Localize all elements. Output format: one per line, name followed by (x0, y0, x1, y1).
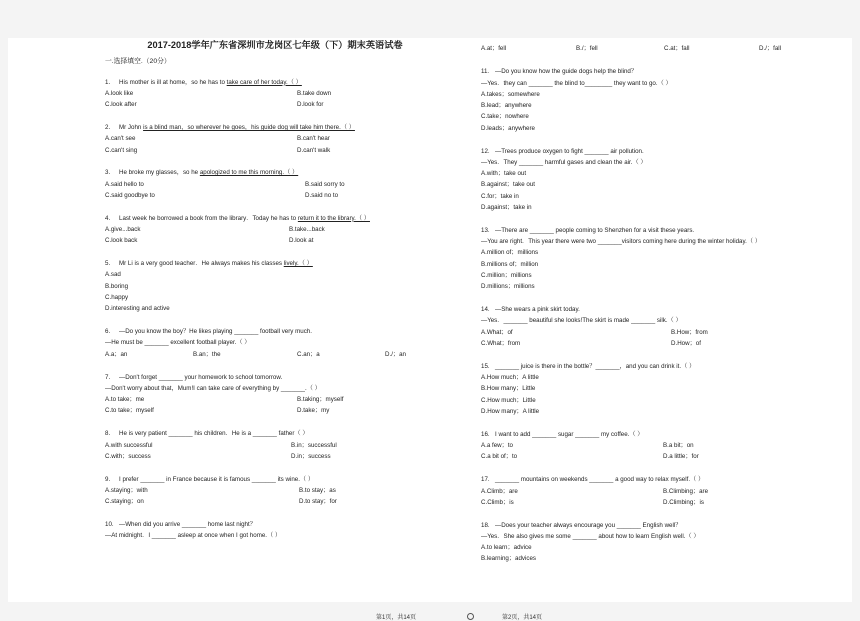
option-c: C.happy (105, 294, 129, 302)
option-d: D.can't walk (297, 146, 331, 154)
option-a: A.to take；me (105, 396, 145, 404)
page-title: 2017-2018学年广东省深圳市龙岗区七年级（下）期末英语试卷 (147, 40, 403, 50)
question-3: 3. He broke my glasses，so he apologized to me this morning.（ ） A.said hello to B.said sorry to C.said goodbye to D.said no to (105, 167, 455, 201)
binding-hole-icon (467, 613, 474, 620)
option-d: D.How many；A little (481, 408, 540, 416)
question-5: 5. Mr Li is a very good teacher．He always makes his classes lively.（ ） A.sad B.boring C.happy D.interesting and active (105, 258, 455, 314)
option-c: C.What；from (481, 340, 521, 348)
question-12: 12. —Trees produce oxygen to fight _______ air pollution. —Yes．They _______ harmful gases and clean the air.（ ） A.with；take out B.against；take out C.for；take in D.against；take in (481, 146, 811, 214)
option-b: B.said sorry to (305, 180, 345, 188)
question-11: 11. —Do you know how the guide dogs help the blind？ —Yes．they can _______ the blind to________ they want to go.（ ） A.takes；somewhere B.lead；anywhere C.take；nowhere D.leads；anywhere (481, 66, 811, 134)
option-a: A.million of；millions (481, 249, 539, 257)
option-d: D./；an (385, 350, 406, 358)
option-a: A.can't see (105, 135, 136, 143)
section-heading: 一.选择填空.（20分） (105, 58, 171, 66)
option-c: C.million；millions (481, 272, 532, 280)
option-d: D.against；take in (481, 204, 532, 212)
option-c: C.at；fall (664, 45, 690, 52)
option-a: A.a；an (105, 350, 128, 358)
option-c: C.look after (105, 101, 137, 109)
option-b: B.against；take out (481, 181, 536, 189)
right-column (481, 38, 811, 576)
option-a: A.said hello to (105, 180, 144, 188)
left-column (105, 38, 455, 553)
option-d: D.look for (297, 101, 324, 109)
question-13: 13. —There are _______ people coming to Shenzhen for a visit these years. —You are right．This year there were two _______visitors coming here during the winter holiday.（ ） A.million of；millions B.millions of；million C.million；millions D.millions；millions (481, 225, 811, 293)
option-d: D.Climbing；is (663, 498, 704, 506)
option-b: B.learning；advices (481, 555, 537, 563)
option-d: D.take；my (297, 407, 330, 415)
option-c: C.Climb；is (481, 498, 514, 506)
option-c: C.an；a (297, 350, 320, 358)
option-d: D.millions；millions (481, 283, 535, 291)
option-c: C.staying；on (105, 498, 144, 506)
option-a: A.with；take out (481, 170, 527, 178)
option-a: A.at；fell (481, 45, 507, 52)
option-a: A.What；of (481, 328, 513, 336)
question-4: 4. Last week he borrowed a book from the library．Today he has to return it to the library.（ ） A.give...back B.take...back C.look back D.look at (105, 213, 455, 247)
option-c: C.said goodbye to (105, 191, 155, 199)
exam-sheet (8, 38, 852, 621)
question-1: 1. His mother is ill at home，so he has to take care of her today.（ ） A.look like B.take down C.look after D.look for (105, 77, 455, 111)
option-b: B.millions of；million (481, 260, 539, 268)
question-10-options (481, 43, 811, 54)
option-d: D.leads；anywhere (481, 124, 535, 132)
option-a: A.with successful (105, 441, 153, 449)
question-9: 9. I prefer _______ in France because it is famous _______ its wine.（ ） A.staying；with B.to stay；as C.staying；on D.to stay；for (105, 474, 455, 508)
option-d: D./；fall (759, 45, 782, 52)
option-c: C.with；success (105, 452, 151, 460)
option-c: C.look back (105, 237, 138, 245)
option-c: C.can't sing (105, 146, 138, 154)
option-d: D.said no to (305, 191, 339, 199)
option-c: C.for；take in (481, 192, 519, 200)
question-7: 7. —Don't forget _______ your homework to school tomorrow. —Don't worry about that，Mum!I can take care of everything by _______.（ ） A.to take；me B.taking；myself C.to take；myself D.take；my (105, 372, 455, 417)
question-2: 2. Mr John is a blind man，so wherever he goes，his guide dog will take him there.（ ） A.can't see B.can't hear C.can't sing D.can't walk (105, 122, 455, 156)
option-b: B./；fell (576, 45, 598, 52)
option-a: A.Climb；are (481, 487, 518, 495)
option-b: B.a bit；on (663, 442, 694, 450)
option-b: B.boring (105, 282, 129, 290)
option-b: B.taking；myself (297, 396, 344, 404)
option-a: A.to learn；advice (481, 544, 532, 552)
option-b: B.How many；Little (481, 385, 536, 393)
option-a: A.How much；A little (481, 374, 539, 382)
option-a: A.sad (105, 271, 121, 279)
option-b: B.Climbing；are (663, 487, 709, 495)
question-8: 8. He is very patient _______ his children．He is a _______ father（ ） A.with successful B.in；successful C.with；success D.in；success (105, 428, 455, 462)
option-c: C.take；nowhere (481, 113, 529, 121)
option-d: D.look at (289, 237, 314, 245)
page-number-right: 第2页，共14页 (502, 615, 543, 621)
option-c: C.to take；myself (105, 407, 154, 415)
option-c: C.How much；Little (481, 396, 536, 404)
option-b: B.How；from (671, 328, 708, 336)
question-17: 17. _______ mountains on weekends _______ a good way to relax myself.（ ） A.Climb；are B.Climbing；are C.Climb；is D.Climbing；is (481, 474, 811, 508)
question-6: 6. —Do you know the boy？He likes playing _______ football very much. —He must be _______ excellent football player.（ ） A.a；an B.an；the C.an；a D./；an (105, 326, 455, 360)
option-a: A.staying；with (105, 486, 148, 494)
option-c: C.a bit of；to (481, 453, 518, 461)
option-a: A.look like (105, 89, 134, 97)
option-a: A.give...back (105, 226, 141, 234)
question-14: 14. —She wears a pink skirt today. —Yes．_______ beautiful she looks!The skirt is made _______ silk.（ ） A.What；of B.How；from C.What；from D.How；of (481, 304, 811, 349)
option-d: D.How；of (671, 340, 701, 348)
question-18: 18. —Does your teacher always encourage you _______ English well？ —Yes．She also gives me some _______ about how to learn English well.（ ） A.to learn；advice B.learning；advices (481, 520, 811, 565)
option-b: B.take down (297, 89, 332, 97)
question-15: 15. _______ juice is there in the bottle？_______，and you can drink it.（ ） A.How much；A little B.How many；Little C.How much；Little D.How many；A little (481, 361, 811, 417)
option-a: A.a few；to (481, 442, 513, 450)
option-d: D.to stay；for (299, 498, 337, 506)
option-b: B.lead；anywhere (481, 102, 532, 110)
question-16: 16. I want to add _______ sugar _______ my coffee.（ ） A.a few；to B.a bit；on C.a bit of；to D.a little；for (481, 429, 811, 463)
option-d: D.interesting and active (105, 305, 170, 313)
page-number-left: 第1页，共14页 (376, 615, 417, 621)
option-b: B.in；successful (291, 441, 337, 449)
option-a: A.takes；somewhere (481, 90, 540, 98)
option-b: B.take...back (289, 226, 325, 234)
question-10: 10. —When did you arrive _______ home last night？ —At midnight．I _______ asleep at once when I got home.（ ） (105, 521, 282, 540)
option-b: B.to stay；as (299, 486, 336, 494)
option-b: B.can't hear (297, 135, 330, 143)
option-d: D.in；success (291, 452, 331, 460)
option-b: B.an；the (193, 350, 221, 358)
option-d: D.a little；for (663, 453, 699, 461)
